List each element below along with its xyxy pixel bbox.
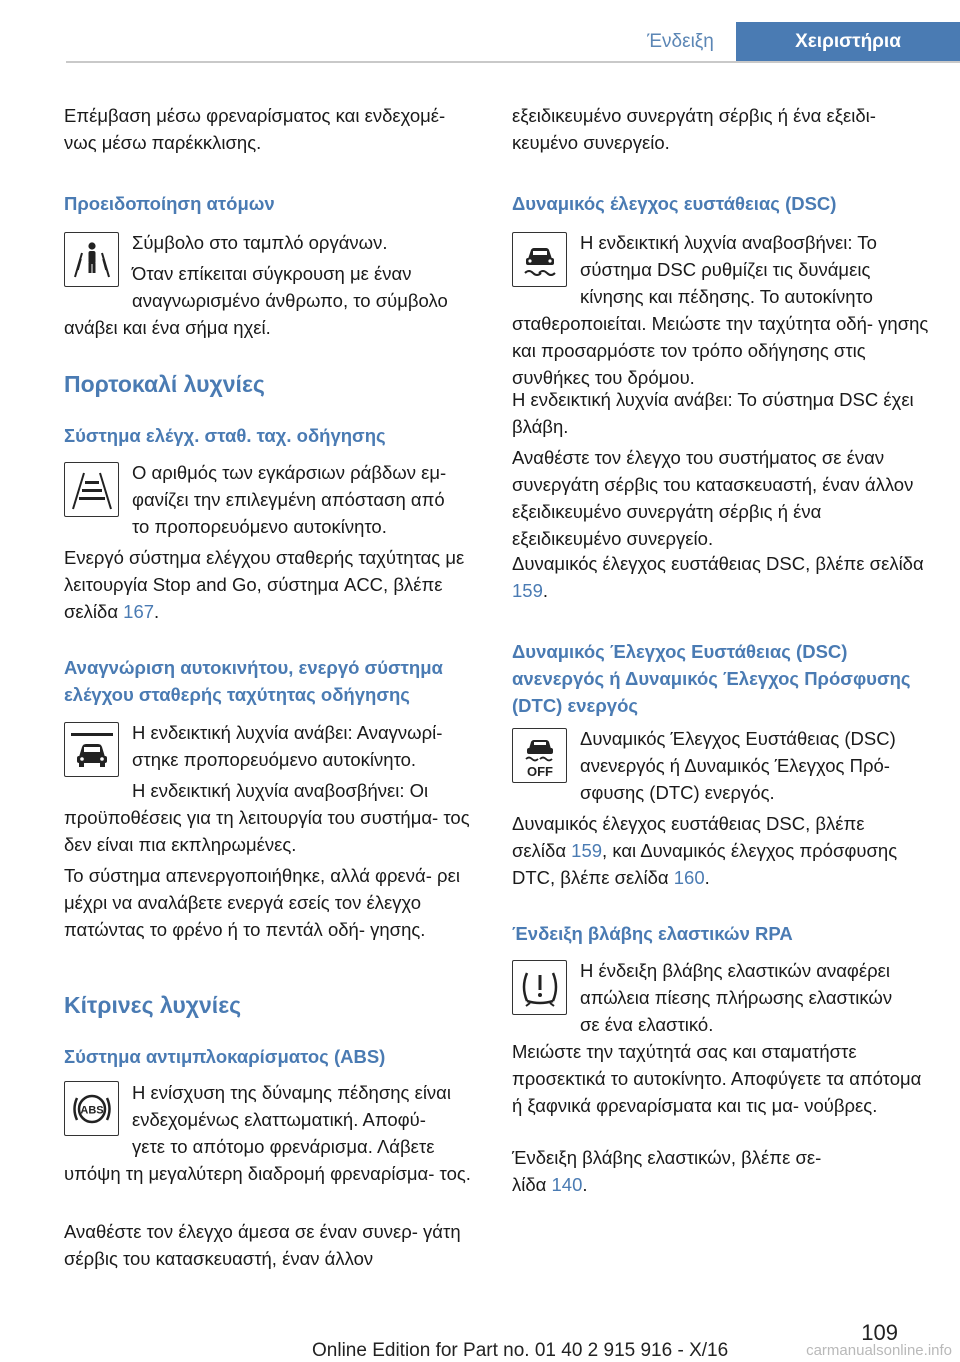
- rpa-line3: Ένδειξη βλάβης ελαστικών, βλέπε σε‐ λίδα 140.: [512, 1147, 822, 1195]
- header-rule: [66, 61, 960, 63]
- person-warning-line2b: αναγνωρισμένο άνθρωπο, το σύμβολο: [132, 290, 448, 311]
- rpa-page-link[interactable]: 140: [551, 1174, 583, 1195]
- orange-lights-heading: Πορτοκαλί λυχνίες: [64, 371, 265, 397]
- right-intro-paragraph: εξειδικευμένο συνεργάτη σέρβις ή ένα εξειδι‐ κευμένο συνεργείο.: [512, 105, 876, 153]
- pedestrian-warning-icon: [64, 232, 119, 287]
- person-warning-heading: Προειδοποίηση ατόμων: [64, 193, 275, 214]
- dsc-line3: Αναθέστε τον έλεγχο του συστήματος σε έναν συνεργάτη σέρβις του κατασκευαστή, έναν άλλον εξειδικευμένο συνεργάτη σέρβις ή ένα εξειδικευμένο συνεργείο.: [512, 447, 914, 549]
- tire-pressure-icon: [512, 960, 567, 1015]
- dsc-off-heading: Δυναμικός Έλεγχος Ευστάθειας (DSC) ανενεργός ή Δυναμικός Έλεγχος Πρόσφυσης (DTC) ενεργός: [512, 641, 911, 716]
- vehicle-detected-icon: [64, 722, 119, 777]
- dsc-line4: Δυναμικός έλεγχος ευστάθειας DSC, βλέπε σελίδα 159.: [512, 553, 924, 601]
- person-warning-line2c: ανάβει και ένα σήμα ηχεί.: [64, 317, 271, 338]
- dsc-off-line1b: ανενεργός ή Δυναμικός Έλεγχος Πρό‐: [580, 755, 890, 776]
- dsc-line2: Η ενδεικτική λυχνία ανάβει: Το σύστημα DSC έχει βλάβη.: [512, 389, 914, 437]
- page-number: 109: [861, 1320, 898, 1345]
- cruise-page-link[interactable]: 167: [123, 601, 155, 622]
- rpa-line1a: Η ένδειξη βλάβης ελαστικών αναφέρει: [580, 960, 891, 981]
- cruise-line1c: το προπορευόμενο αυτοκίνητο.: [132, 516, 387, 537]
- abs-icon: [64, 1081, 119, 1136]
- cruise-line2: Ενεργό σύστημα ελέγχου σταθερής ταχύτητας με λειτουργία Stop and Go, σύστημα ACC, βλέπε σελίδα 167.: [64, 547, 465, 622]
- dsc-off-line2: Δυναμικός έλεγχος ευστάθειας DSC, βλέπε σελίδα 159, και Δυναμικός έλεγχος πρόσφυσης DTC, βλέπε σελίδα 160.: [512, 813, 898, 888]
- dsc-line1b: σύστημα DSC ρυθμίζει τις δυνάμεις: [580, 259, 871, 280]
- cruise-heading: Σύστημα ελέγχ. σταθ. ταχ. οδήγησης: [64, 425, 386, 446]
- abs-heading: Σύστημα αντιμπλοκαρίσματος (ABS): [64, 1046, 386, 1067]
- rpa-line2: Μειώστε την ταχύτητά σας και σταματήστε προσεκτικά το αυτοκίνητο. Αποφύγετε τα απότομα ή ξαφνικά φρεναρίσματα και τις μα‐ νούβρες.: [512, 1041, 922, 1116]
- rpa-line1c: σε ένα ελαστικό.: [580, 1014, 714, 1035]
- vehicle-detect-line3: Το σύστημα απενεργοποιήθηκε, αλλά φρενά‐ ρει μέχρι να αναλάβετε ενεργά εσείς τον έλεγχο πατώντας το φρένο ή το πεντάλ οδή‐ γησης.: [64, 865, 460, 940]
- edition-text: Online Edition for Part no. 01 40 2 915 916 - X/16: [312, 1340, 729, 1361]
- dsc-line1a: Η ενδεικτική λυχνία αναβοσβήνει: Το: [580, 232, 877, 253]
- person-warning-line2a: Όταν επίκειται σύγκρουση με έναν: [132, 263, 412, 284]
- dsc-page-link[interactable]: 159: [512, 580, 543, 601]
- person-warning-line1: Σύμβολο στο ταμπλό οργάνων.: [132, 232, 388, 253]
- cruise-line1a: Ο αριθμός των εγκάρσιων ράβδων εμ‐: [132, 462, 447, 483]
- dsc-heading: Δυναμικός έλεγχος ευστάθειας (DSC): [512, 193, 837, 214]
- tab-controls[interactable]: Χειριστήρια: [736, 22, 960, 61]
- dsc-off-page-link-2[interactable]: 160: [673, 867, 705, 888]
- vehicle-detect-heading: Αναγνώριση αυτοκινήτου, ενεργό σύστημα ελέγχου σταθερής ταχύτητας οδήγησης: [64, 657, 443, 705]
- dsc-off-page-link-1[interactable]: 159: [571, 840, 603, 861]
- abs-line1a: Η ενίσχυση της δύναμης πέδησης είναι: [132, 1082, 451, 1103]
- dsc-off-icon: [512, 728, 567, 783]
- intro-paragraph: Επέμβαση μέσω φρεναρίσματος και ενδεχομέ‐ νως μέσω παρέκκλισης.: [64, 105, 446, 153]
- abs-line1c: γετε το απότομο φρενάρισμα. Λάβετε: [132, 1136, 435, 1157]
- dsc-icon: [512, 232, 567, 287]
- watermark: carmanualsonline.info: [806, 1342, 952, 1359]
- vehicle-detect-line1b: στηκε προπορευόμενο αυτοκίνητο.: [132, 749, 417, 770]
- abs-icon-text: ABS: [79, 1104, 104, 1116]
- yellow-lights-heading: Κίτρινες λυχνίες: [64, 992, 242, 1018]
- rpa-heading: Ένδειξη βλάβης ελαστικών RPA: [512, 923, 793, 944]
- vehicle-detect-line2b: προϋποθέσεις για τη λειτουργία του συστήμα‐ τος δεν είναι πια εκπληρωμένες.: [64, 807, 470, 855]
- dsc-off-line1c: σφυσης (DTC) ενεργός.: [580, 782, 775, 803]
- dsc-off-line1a: Δυναμικός Έλεγχος Ευστάθειας (DSC): [580, 728, 896, 749]
- dsc-line1c: κίνησης και πέδησης. Το αυτοκίνητο: [580, 286, 873, 307]
- vehicle-detect-line1a: Η ενδεικτική λυχνία ανάβει: Αναγνωρί‐: [132, 722, 443, 743]
- abs-line1d: υπόψη τη μεγαλύτερη διαδρομή φρεναρίσμα‐ τος.: [64, 1163, 471, 1184]
- vehicle-detect-line2a: Η ενδεικτική λυχνία αναβοσβήνει: Οι: [132, 780, 429, 801]
- tab-indication[interactable]: Ένδειξη: [647, 30, 714, 52]
- rpa-line1b: απώλεια πίεσης πλήρωσης ελαστικών: [580, 987, 893, 1008]
- distance-bars-icon: [64, 462, 119, 517]
- dsc-off-icon-text: OFF: [526, 763, 553, 779]
- abs-line1b: ενδεχομένως ελαττωματική. Αποφύ‐: [132, 1109, 426, 1130]
- cruise-line1b: φανίζει την επιλεγμένη απόσταση από: [132, 489, 445, 510]
- abs-line2: Αναθέστε τον έλεγχο άμεσα σε έναν συνερ‐ γάτη σέρβις του κατασκευαστή, έναν άλλον: [64, 1221, 461, 1269]
- dsc-line1d: σταθεροποιείται. Μειώστε την ταχύτητα οδή‐ γησης και προσαρμόστε τον τρόπο οδήγησης στις συνθήκες του δρόμου.: [512, 313, 929, 388]
